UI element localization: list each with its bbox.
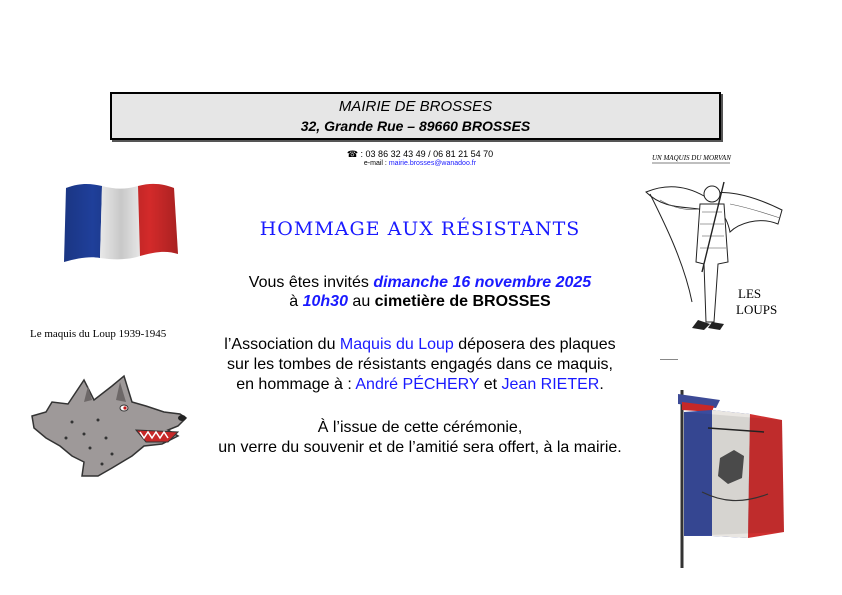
and-word: et [479, 376, 502, 393]
invitation-line [160, 273, 680, 292]
person-1: André PÉCHERY [355, 376, 480, 393]
maquis-engraving-icon [640, 152, 786, 342]
assoc-name: Maquis du Loup [339, 336, 454, 353]
phone-number: : 03 86 32 43 49 / 06 81 21 54 70 [360, 149, 494, 159]
event-place: cimetière de BROSSES [374, 293, 551, 310]
tombs-line: sur les tombes de résistants engagés dans ce maquis, [227, 356, 613, 373]
time-prefix: à [289, 293, 303, 310]
divider [660, 359, 678, 360]
engraving-label-2: LOUPS [736, 302, 778, 317]
mairie-address: 32, Grande Rue – 89660 BROSSES [300, 118, 531, 134]
assoc-suffix: déposera des plaques [453, 336, 616, 353]
french-flag-icon [62, 180, 180, 264]
tricolor-banner-icon [672, 386, 792, 570]
invite-prefix: Vous êtes invités [248, 274, 374, 291]
time-place-line [160, 292, 680, 311]
contact-block [270, 149, 570, 169]
issue-line: À l’issue de cette cérémonie, [317, 419, 523, 436]
email-link[interactable]: mairie.brosses@wanadoo.fr [388, 160, 477, 167]
event-date: dimanche 16 novembre 2025 [373, 274, 592, 291]
phone-line [270, 149, 570, 159]
maquis-caption: Le maquis du Loup 1939-1945 [30, 328, 167, 340]
event-title: HOMMAGE AUX RÉSISTANTS [259, 218, 581, 240]
email-line [270, 159, 570, 169]
homage-line [160, 375, 680, 394]
event-time: 10h30 [302, 293, 348, 310]
mairie-header-box [110, 92, 721, 140]
email-label: e-mail : [363, 160, 387, 167]
wolf-head-icon [28, 372, 188, 480]
homage-prefix: en hommage à : [236, 376, 356, 393]
assoc-prefix: l’Association du [224, 336, 340, 353]
homage-suffix: . [599, 376, 604, 393]
association-line [160, 335, 680, 354]
engraving-label-1: LES [738, 286, 762, 301]
offer-line: un verre du souvenir et de l’amitié sera offert, à la mairie. [218, 439, 622, 456]
engraving-heading: UN MAQUIS DU MORVAN [652, 154, 731, 162]
person-2: Jean RIETER [501, 376, 600, 393]
telephone-icon: ☎ [346, 149, 359, 159]
mairie-title: MAIRIE DE BROSSES [338, 98, 493, 115]
place-prefix: au [347, 293, 375, 310]
